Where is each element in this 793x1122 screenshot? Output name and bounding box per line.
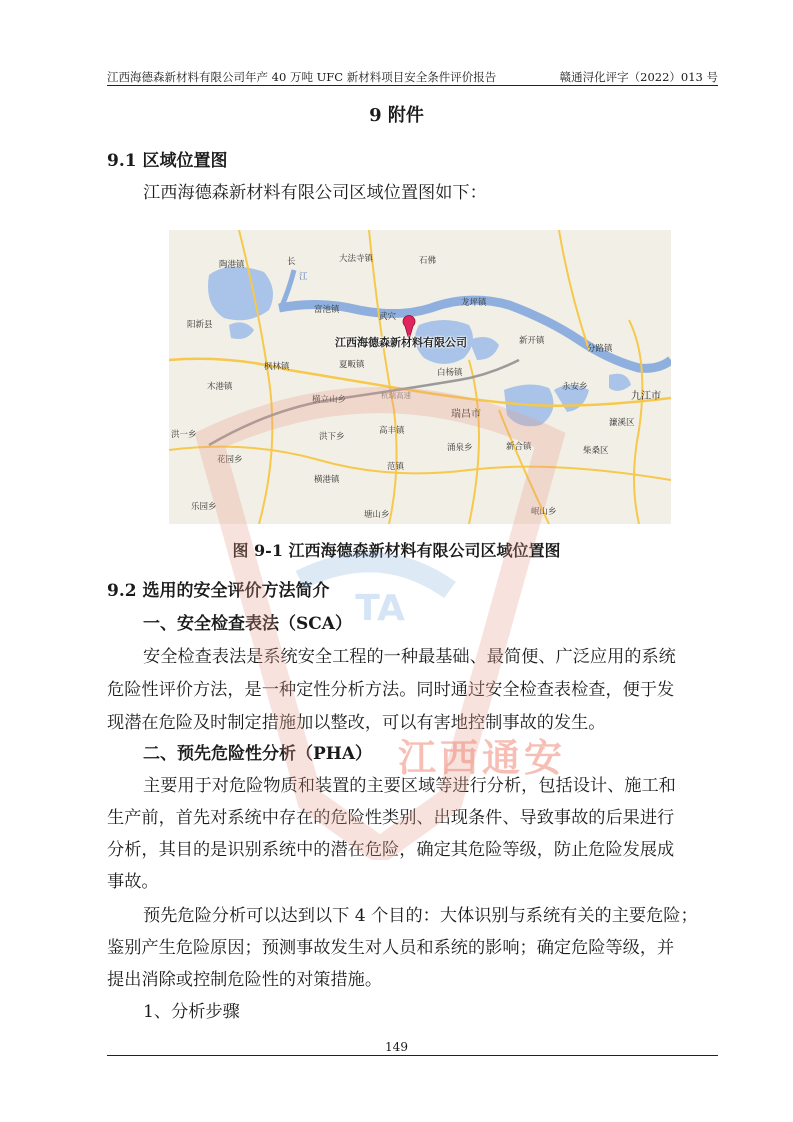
map-town: 花园乡	[217, 455, 243, 465]
sca-line: 现潜在危险及时制定措施加以整改，可以有害地控制事故的发生。	[107, 713, 606, 733]
map-town: 富池镇	[314, 305, 340, 315]
map-company-label: 江西海德森新材料有限公司	[335, 336, 467, 349]
section-9-1-text: 江西海德森新材料有限公司区域位置图如下：	[143, 183, 487, 203]
map-town: 新合镇	[506, 442, 532, 452]
subsection-sca-title: 一、安全检查表法（SCA）	[143, 614, 352, 634]
map-town: 新开镇	[519, 336, 545, 346]
header-report-number: 赣通浔化评字（2022）013 号	[559, 70, 718, 84]
chapter-title: 9 附件	[369, 105, 424, 126]
sca-line: 危险性评价方法，是一种定性分析方法。同时通过安全检查表检查，便于发	[107, 680, 675, 700]
map-river-label: 长	[287, 257, 296, 267]
pha-goal-line: 预先危险分析可以达到以下 4 个目的：大体识别与系统有关的主要危险；	[143, 906, 698, 926]
map-town: 濂溪区	[609, 418, 635, 428]
map-town: 龙坪镇	[461, 298, 487, 308]
map-town: 大法寺镇	[339, 254, 374, 264]
map-river-char: 江	[299, 272, 308, 282]
map-town: 洪一乡	[171, 430, 197, 440]
map-town: 岷山乡	[531, 507, 557, 517]
map-town: 陶港镇	[219, 260, 245, 270]
pha-line: 主要用于对危险物质和装置的主要区域等进行分析，包括设计、施工和	[143, 776, 676, 796]
map-town: 范镇	[387, 462, 405, 472]
map-town: 高丰镇	[379, 426, 405, 436]
map-town: 分路镇	[587, 344, 613, 354]
map-city: 九江市	[631, 391, 661, 402]
pha-line: 分析，其目的是识别系统中的潜在危险，确定其危险等级，防止危险发展成	[107, 840, 675, 860]
map-town: 阳新县	[187, 320, 213, 330]
map-town: 枫林镇	[264, 362, 290, 372]
map-town: 木港镇	[207, 382, 233, 392]
page-number: 149	[385, 1040, 408, 1054]
map-town: 夏畈镇	[339, 360, 365, 370]
map-town: 乐园乡	[191, 502, 217, 512]
map-town: 石佛	[419, 256, 437, 266]
subsection-pha-title: 二、预先危险性分析（PHA）	[143, 744, 373, 764]
analysis-step-heading: 1、分析步骤	[143, 1002, 240, 1022]
map-town: 横港镇	[314, 475, 340, 485]
pha-goal-line: 提出消除或控制危险性的对策措施。	[107, 970, 383, 990]
map-town: 武穴	[379, 312, 397, 322]
map-graphic	[169, 230, 671, 524]
map-town: 永安乡	[562, 382, 588, 392]
map-town: 洪下乡	[319, 432, 345, 442]
map-town: 柴桑区	[583, 446, 609, 456]
pha-line: 生产前，首先对系统中存在的危险性类别、出现条件、导致事故的后果进行	[107, 808, 675, 828]
map-town: 横立山乡	[312, 395, 347, 405]
location-map	[169, 230, 671, 524]
section-9-1-title: 9.1 区域位置图	[107, 151, 228, 171]
watermark-text: 江西通安	[398, 736, 567, 780]
map-town: 涌泉乡	[447, 443, 473, 453]
sca-line: 安全检查表法是系统安全工程的一种最基础、最简便、广泛应用的系统	[143, 647, 676, 667]
svg-text:TA: TA	[355, 588, 405, 629]
map-highway-label: 杭瑞高速	[381, 391, 411, 400]
page-header	[107, 69, 718, 86]
figure-caption: 图 9-1 江西海德森新材料有限公司区域位置图	[232, 541, 561, 560]
pha-goal-line: 鉴别产生危险原因；预测事故发生对人员和系统的影响；确定危险等级，并	[107, 938, 675, 958]
section-9-2-title: 9.2 选用的安全评价方法简介	[107, 581, 330, 601]
header-report-title: 江西海德森新材料有限公司年产 40 万吨 UFC 新材料项目安全条件评价报告	[107, 70, 497, 84]
pha-line: 事故。	[107, 872, 159, 892]
map-town: 塘山乡	[364, 510, 390, 520]
footer-rule	[107, 1055, 718, 1056]
map-town: 白杨镇	[437, 368, 463, 378]
map-city: 瑞昌市	[451, 409, 481, 420]
